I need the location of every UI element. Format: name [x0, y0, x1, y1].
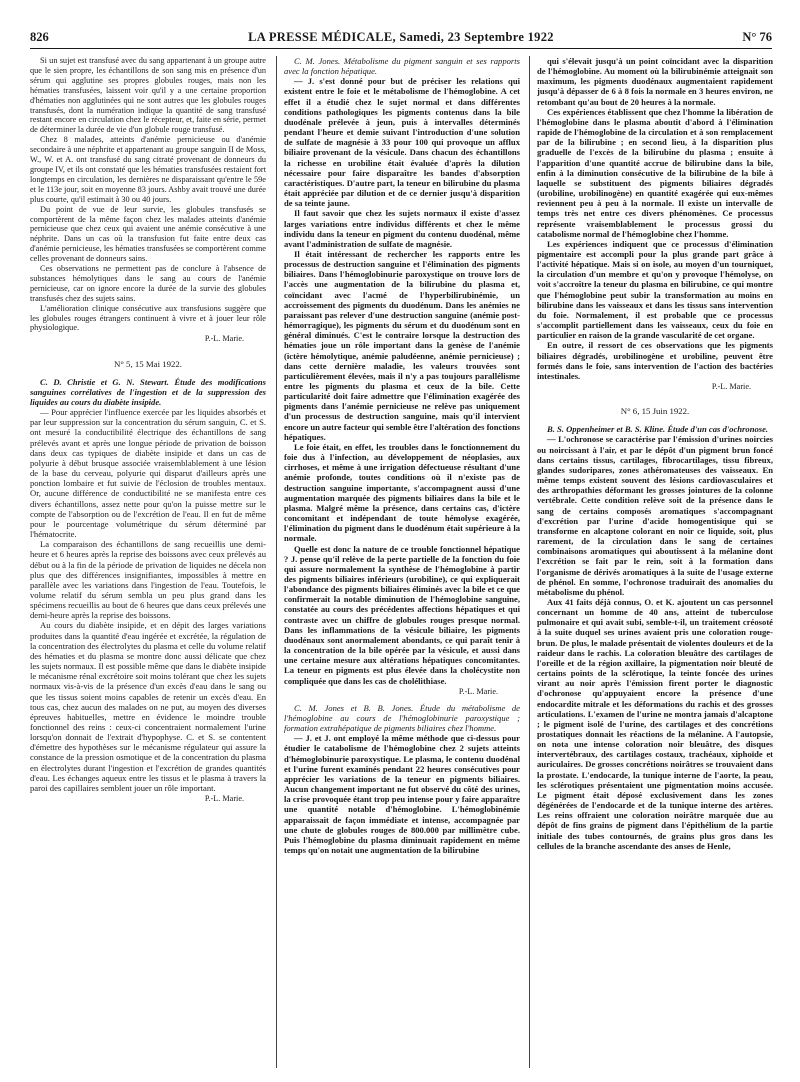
signature: P.-L. Marie. — [711, 382, 751, 391]
paragraph: En outre, il ressort de ces observations que les pigments biliaires dégradés, urobilinogène et urobiline, peuvent être formés dans le foie, sans intervention de l'action des bactéries intestinales. — [537, 340, 773, 381]
column-1 — [30, 56, 266, 1072]
paragraph: — J. s'est donné pour but de préciser les relations qui existent entre le foie et le métabolisme de l'hémoglobine. A cet effet il a étudié chez le sujet normal et dans différentes conditions pathologiques les pigments contenus dans la bile duodénale prélevée à jeun, puis à intervalles déterminés pendant l'heure et demie suivant l'introduction d'une solution de sulfate de magnésie à 33 pour 100 qui provoque un afflux biliaire provenant de la vésicule. Dans chacun des échantillons la richesse en urobiline était évaluée d'après la dilution nécessaire pour faire disparaître les bandes d'absorption caractéristiques. D'autre part, la teneur en bilirubine du plasma était appréciée par dilution et de ce dernier jusqu'à disparition de sa teinte jaune. — [284, 76, 520, 209]
article-title: C. D. Christie et G. N. Stewart. Étude des modifications sanguines corrélatives de l'ingestion et de la suppression des liquides au cours du diabète insipide. — [30, 376, 266, 407]
page-header — [30, 30, 772, 46]
column-divider — [276, 56, 277, 1068]
header-rule — [30, 48, 772, 49]
paragraph: — Pour apprécier l'influence exercée par les liquides absorbés et par leur suppression sur la concentration du sérum sanguin, C. et S. ont mesuré la conductibilité électrique des échantillons de sang prélevés avant et après une longue période de privation de boisson dans deux cas typiques de diabète insipide et dans un cas de polyurie à début brusque associée vraisemblablement à une lésion de la base du cerveau, polyurie qui disparut d'ailleurs après une ponction lombaire et fut suivie de l'éclosion de troubles mentaux. Or, aucune différence de conductibilité ne se manifesta entre ces divers échantillons, assez nette pour qu'on la puisse mettre sur le compte de l'absorption ou de l'excrétion de l'eau. Il en fut de même pour le pourcentage volumétrique du sérum déterminé par l'hématocrite. — [30, 407, 266, 540]
signature: P.-L. Marie. — [458, 686, 498, 696]
paragraph: — J. et J. ont employé la même méthode que ci-dessus pour étudier le catabolisme de l'hémoglobine chez 2 sujets atteints d'hémoglobinurie paroxystique. Le plasma, le contenu duodénal et l'urine furent examinés pendant 22 heures consécutives pour apprécier les variations de la teneur en pigments biliaires. Aucun changement important ne fut observé du côté des urines, la crise provoquée étant trop peu intense pour y faire apparaître une quantité notable d'hémoglobine. L'hémoglobinémie apparaissait de façon immédiate et intense, accompagnée par une chute de globules rouges de 800.000 par millimètre cube. Puis l'hémoglobine du plasma diminuait rapidement en même temps qu'on notait une augmentation de la bilirubine — [284, 733, 520, 856]
article-title: C. M. Jones. Métabolisme du pigment sanguin et ses rapports avec la fonction hépatique. — [284, 56, 520, 77]
signature: P.-L. Marie. — [204, 334, 244, 344]
paragraph: Il était intéressant de rechercher les rapports entre les processus de destruction sanguine et l'élimination des pigments biliaires. Dans l'hémoglobinurie paroxystique on trouve lors de l'accès une augmentation de la bilirubine du plasma et, coïncidant avec l'acmé de l'hyperbilirubinémie, un accroissement des pigments du duodénum. Dans les anémies ne paraissant pas relever d'une destruction sanguine (anémie post-hémorragique), les pigments du sérum et du duodénum sont en général diminués. C'est le contraire lorsque la destruction des hématies joue un rôle important dans la genèse de l'anémie (ictère hémolytique, anémie paludéenne, anémie pernicieuse) ; dans cette dernière maladie, les valeurs trouvées sont particulièrement élevées, mais il n'y a pas toujours parallélisme entre les pigments du plasma et ceux de la bile. Cette particularité doit faire admettre que l'élimination exagérée des pigments dans l'anémie pernicieuse ne relève pas uniquement d'un processus de destruction sanguine, mais qu'il intervient encore un autre facteur qui semble être l'altération des fonctions hépatiques. — [284, 248, 520, 442]
paragraph: Si un sujet est transfusé avec du sang appartenant à un groupe autre que le sien propre, les échantillons de son sang mis en présence d'un sérum qui agglutine ses propres globules rouges, mais non les hématies transfusées, laissent voir qu'il y a une certaine proportion d'hématies non agglutinées qui ne sont autres que les globules rouges transfusés, dont la numération indique la quantité de sang transfusé restant encore en circulation chez le récepteur, et, faite en série, permet de déterminer la durée de vie d'un globule rouge transfusé. — [30, 56, 266, 135]
issue-number: N° 76 — [742, 30, 772, 44]
paragraph: Du point de vue de leur survie, les globules transfusés se comportèrent de la même façon chez les malades atteints d'anémie pernicieuse que chez ceux qui avaient une anémie consécutive à une néphrite. Dans un cas où la transfusion fut faite entre deux cas d'anémie pernicieuse, les hématies transfusées se comportèrent comme celles provenant de donneurs sains. — [30, 204, 266, 264]
journal-title: LA PRESSE MÉDICALE, Samedi, 23 Septembre 1922 — [248, 30, 554, 44]
paragraph: — L'ochronose se caractérise par l'émission d'urines noircies ou noircissant à l'air, et par le dépôt d'un pigment brun foncé dans certains tissus, cartilages, fibrocartilages, tissu fibreux, glandes sudoripares, zones athéromateuses des vaisseaux. En même temps existent souvent des lésions cardiovasculaires et des arthropathies déformant les grosses jointures de la colonne vertébrale. Cette condition relève soit de la présence dans le sang de certains composés aromatiques s'accompagnant d'excrétion par l'urine d'acide homogentisique qui se transforme en alcaptone colorant en noir ce liquide, soit, plus rarement, de la circulation dans le sang de certaines combinaisons aromatiques qui aboutissent à la mélanine dont l'excrétion se fait par le rein, soit à la formation dans l'organisme de dérivés aromatiques à la suite de l'usage externe de phénol. En somme, l'ochronose traduirait des anomalies du métabolisme du phénol. — [537, 434, 773, 597]
paragraph: qui s'élevait jusqu'à un point coïncidant avec la disparition de l'hémoglobine. Au moment où la bilirubinémie atteignait son maximum, les pigments duodénaux augmentaient rapidement jusqu'à dépasser de 6 à 8 fois la normale en 3 heures environ, ne retombant qu'au bout de 20 heures à la normale. — [537, 56, 773, 107]
column-3 — [537, 56, 773, 1072]
paragraph: La comparaison des échantillons de sang recueillis une demi-heure et 6 heures après la reprise des boissons avec ceux prélevés au début ou à la fin de la période de privation de liquides ne décela non plus que des différences insignifiantes, impossibles à mettre en parallèle avec les variations dans l'ingestion de l'eau. Toutefois, le volume relatif du sérum sembla un peu plus grand dans les spécimens recueillis au bout de 6 heures que dans ceux prélevés une demi-heure après la reprise des boissons. — [30, 539, 266, 621]
paragraph: Quelle est donc la nature de ce trouble fonctionnel hépatique ? J. pense qu'il relève de la perte partielle de la fonction du foie qui assure normalement la synthèse de l'hémoglobine à partir des pigments biliaires inférieurs (urobiline), ce qui expliquerait l'abondance des pigments biliaires éliminés avec la bile et ce que confirmerait la notable diminution de l'hémoglobine sanguine, constatée au cours des précédentes affections hépatiques et qui contraste avec un chiffre de globules rouges presque normal. Dans les inflammations de la vésicule biliaire, les pigments duodénaux sont anormalement abondants, ce qui paraît tenir à la concentration de la bile opérée par la vésicule, et aussi dans une certaine mesure aux altérations hépatiques concomitantes. La teneur en pigments est plus élevée dans la cholécystite non compliquée que dans les cas de cholélithiase. — [284, 543, 520, 686]
paragraph: Ces expériences établissent que chez l'homme la libération de l'hémoglobine dans le plasma aboutit d'abord à l'élimination rapide de l'hémoglobine de la circulation et à son remplacement par de la bilirubine ; en second lieu, à la disparition plus graduelle de l'excès de la bilirubine du plasma ; ensuite à l'apparition d'une quantité accrue de bilirubine dans la bile, enfin à la diminution consécutive de la bilirubine de la bile à laquelle se substituent des pigments biliaires dégradés (urobiline, urobilinogène) en quantité exagérée qui eux-mêmes reviennent peu à peu à la normale. Il existe un intervalle de temps très net entre ces divers phénomènes. Ce processus représente vraisemblablement le processus grossi du catabolisme normal de l'hémoglobine chez l'homme. — [537, 106, 773, 239]
section-heading: N° 5, 15 Mai 1922. — [113, 358, 183, 369]
column-divider — [529, 56, 530, 1068]
section-heading: N° 6, 15 Juin 1922. — [620, 406, 690, 417]
signature: P.-L. Marie. — [204, 794, 244, 804]
article-title: C. M. Jones et B. B. Jones. Étude du métabolisme de l'hémoglobine au cours de l'hémoglobinurie paroxystique ; formation extrahépatique de pigments biliaires chez l'homme. — [284, 702, 520, 734]
paragraph: Les expériences indiquent que ce processus d'élimination pigmentaire est accompli pour la plus grande part grâce à l'activité hépatique. Mais si on isole, au moyen d'un tourniquet, la circulation d'un membre et qu'on y provoque l'hémolyse, on voit s'accroître la teneur du plasma en bilirubine, ce qui montre que l'hémoglobine peut subir la transformation au moins en bilirubine dans les vaisseaux et dans les tissus sans intervention du foie. Normalement, il est probable que ce processus s'accomplit partiellement dans les vaisseaux, ceux du foie en particulier en raison de la grande vascularité de cet organe. — [537, 238, 773, 341]
paragraph: Le foie était, en effet, les troubles dans le fonctionnement du foie dus à l'infection, au développement de néoplasies, aux cirrhoses, et même à une irrigation défectueuse résultant d'une anémie profonde, toutes conditions où il n'existe pas de destruction sanguine importante, s'accompagnent aussi d'une augmentation marquée des pigments biliaires dans la bile et le plasma. Malgré même la présence, dans certains cas, d'ictère concomitant et indépendant de toute hémolyse exagérée, l'élimination du pigment dans le duodénum était supérieure à la normale. — [284, 441, 520, 544]
paragraph: Chez 8 malades, atteints d'anémie pernicieuse ou d'anémie secondaire à une néphrite et appartenant au groupe sanguin II de Moss, W., W. et A. ont transfusé du sang citraté provenant de donneurs du groupe IV, et ils ont constaté que les hématies transfusées restaient fort longtemps en circulation, les dernières ne disparaissant qu'entre le 59e et le 113e jour, soit en moyenne 83 jours. Ashby avait trouvé une durée plus courte, qu'il estimait à 30 ou 40 jours. — [30, 135, 266, 204]
article-title: B. S. Oppenheimer et B. S. Kline. Étude d'un cas d'ochronose. — [547, 424, 769, 435]
column-2 — [284, 56, 520, 1072]
page-number: 826 — [30, 30, 49, 44]
paragraph: Ces observations ne permettent pas de conclure à l'absence de substances hémolytiques dans le sang au cours de l'anémie pernicieuse, car on ignore encore la durée de la survie des globules transfusés chez des sujets sains. — [30, 264, 266, 303]
paragraph: L'amélioration clinique consécutive aux transfusions suggère que les globules rouges étrangers continuent à vivre et à jouer leur rôle physiologique. — [30, 303, 266, 333]
paragraph: Aux 41 faits déjà connus, O. et K. ajoutent un cas personnel concernant un homme de 40 ans, atteint de tuberculose pulmonaire et qui avait subi, semble-t-il, un traitement créosoté à la suite duquel ses urines avaient pris une coloration rouge-brun. De plus, le malade présentait de violentes douleurs et de la raideur dans le rachis. La coloration bleuâtre des cartilages de l'oreille et de la région axillaire, la pigmentation noir bleuté de certains points de la sclérotique, la teinte foncée des urines virant au noir après l'émission firent porter le diagnostic d'ochronose qu'appuyaient encore la présence d'une endocardite mitrale et les déformations du rachis et des grosses articulations. L'examen de l'urine ne montra jamais d'alcaptone ; le pigment isolé de l'urine, des cartilages et des concrétions prostatiques donnait les réactions de la mélanine. A l'autopsie, on nota une intense coloration noir bleuâtre, des disques intervertébraux, des cartilages costaux, trachéaux, xiphoïde et auriculaires. De grosses concrétions noirâtres se trouvaient dans la prostate. L'endocarde, la tunique interne de l'aorte, la peau, les sclérotiques présentaient une pigmentation moins accusée. Le pigment était déposé exclusivement dans les zones dégénérées de l'endocarde et de la tunique interne des artères. Les reins offraient une coloration noirâtre marquée due au dépôt de fins grains de pigment dans l'épithélium de la partie initiale des tubes contournés, de grains plus gros dans les cellules de la branche ascendante des anses de Henle, — [537, 596, 773, 851]
paragraph: Il faut savoir que chez les sujets normaux il existe d'assez larges variations entre individus différents et chez le même individu dans la teneur en pigment du contenu duodénal, même avant l'administration de sulfate de magnésie. — [284, 208, 520, 249]
paragraph: Au cours du diabète insipide, et en dépit des larges variations produites dans la quantité d'eau ingérée et excrétée, la régulation de la concentration des électrolytes du plasma et celle du volume relatif des hématies et du plasma se montre donc aussi délicate que chez les sujets normaux. Il est possible même que dans le diabète insipide le mécanisme rénal excrétoire soit moins tolérant que chez les sujets normaux vis-à-vis de la présence d'un excès d'eau dans le sang ou que les tissus soient moins capables de retenir un excès d'eau. En tous cas, chez aucun des malades on ne put, au moyen des diverses épreuves habituelles, mettre en évidence le moindre trouble fonctionnel des reins : ceux-ci concentraient normalement l'urine lorsqu'on donnait de l'extrait d'hypophyse. C. et S. se contentent d'émettre des hypothèses sur le mécanisme régulateur qui assure la constance de la pression osmotique et de la concentration du plasma en électrolytes durant l'ingestion et l'excrétion de grandes quantités d'eau. Les échanges aqueux entre les tissus et le plasma à travers la paroi des capillaires semblent jouer un rôle important. — [30, 620, 266, 793]
